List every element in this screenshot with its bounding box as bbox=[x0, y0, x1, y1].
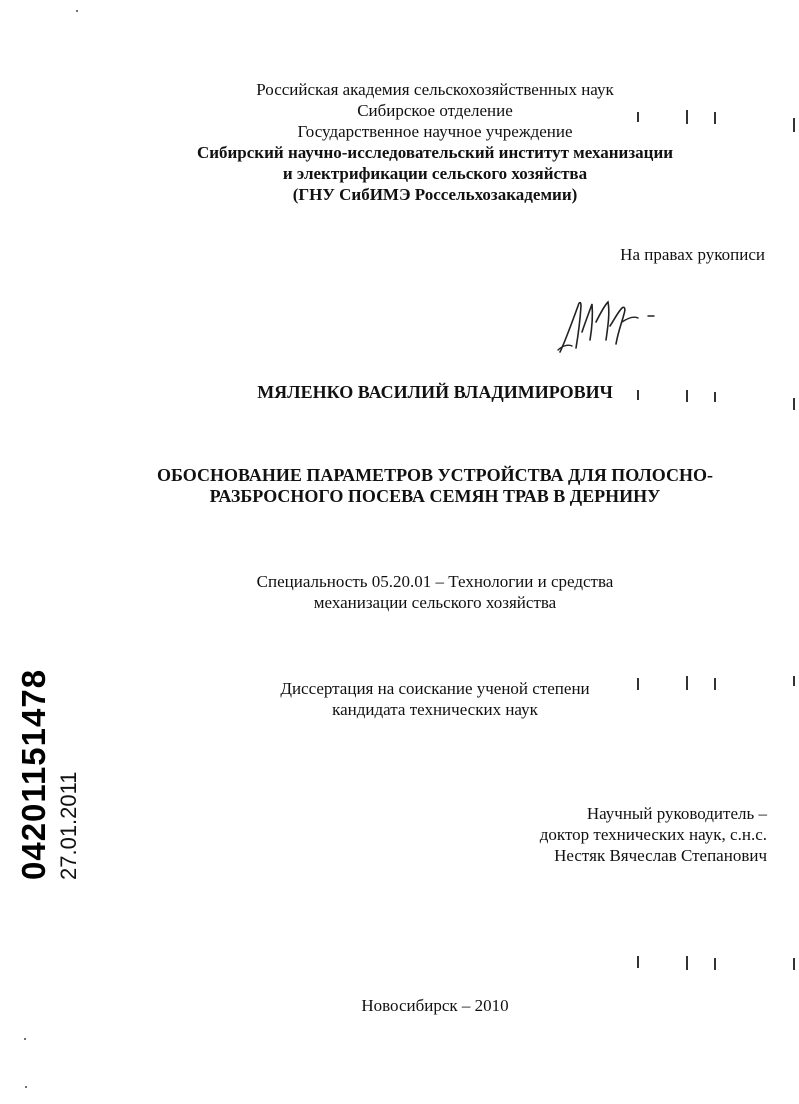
supervisor-name: Нестяк Вячеслав Степанович bbox=[554, 846, 767, 865]
supervisor-degree: доктор технических наук, с.н.с. bbox=[539, 825, 767, 844]
scan-mark bbox=[793, 958, 795, 970]
scan-mark bbox=[793, 398, 795, 410]
institute-name-line1: Сибирский научно-исследовательский институт механизации bbox=[196, 143, 674, 162]
city-year: Новосибирск – 2010 bbox=[361, 996, 509, 1015]
institute-name-line2: и электрификации сельского хозяйства bbox=[282, 164, 588, 183]
degree-line1: Диссертация на соискание ученой степени bbox=[280, 679, 590, 698]
specialty-line2: механизации сельского хозяйства bbox=[313, 593, 557, 612]
degree-line2: кандидата технических наук bbox=[332, 700, 538, 719]
scan-mark bbox=[714, 112, 716, 124]
scan-mark bbox=[686, 110, 688, 124]
scan-mark bbox=[714, 678, 716, 690]
supervisor-role: Научный руководитель – bbox=[586, 804, 767, 823]
scan-mark bbox=[793, 118, 795, 132]
scan-speck bbox=[76, 10, 78, 12]
branch-name: Сибирское отделение bbox=[357, 101, 513, 120]
title-line1: ОБОСНОВАНИЕ ПАРАМЕТРОВ УСТРОЙСТВА ДЛЯ ПОЛОСНО- bbox=[157, 465, 713, 485]
institute-abbreviation: (ГНУ СибИМЭ Россельхозакадемии) bbox=[292, 185, 578, 204]
dissertation-title bbox=[100, 465, 770, 507]
author-name: МЯЛЕНКО ВАСИЛИЙ ВЛАДИМИРОВИЧ bbox=[257, 382, 613, 402]
scan-mark bbox=[714, 958, 716, 970]
scan-speck bbox=[25, 1086, 27, 1088]
manuscript-rights: На правах рукописи bbox=[620, 245, 765, 264]
scan-mark bbox=[686, 676, 688, 690]
scan-mark bbox=[686, 390, 688, 402]
specialty-line1: Специальность 05.20.01 – Технологии и средства bbox=[256, 572, 614, 591]
specialty-block bbox=[100, 571, 770, 613]
scan-mark bbox=[793, 676, 795, 686]
supervisor-block bbox=[420, 803, 767, 866]
library-stamp bbox=[16, 648, 86, 880]
scan-mark bbox=[686, 956, 688, 970]
scan-speck bbox=[24, 1038, 26, 1040]
affiliation-block bbox=[100, 79, 770, 205]
stamp-number: 04201151478 bbox=[15, 668, 52, 880]
scan-mark bbox=[714, 392, 716, 402]
stamp-date: 27.01.2011 bbox=[56, 771, 81, 880]
institution-type: Государственное научное учреждение bbox=[297, 122, 573, 141]
degree-block bbox=[100, 678, 770, 720]
scan-mark bbox=[637, 678, 639, 690]
academy-name: Российская академия сельскохозяйственных наук bbox=[256, 80, 614, 99]
scan-mark bbox=[637, 956, 639, 968]
scan-mark bbox=[637, 390, 639, 400]
title-line2: РАЗБРОСНОГО ПОСЕВА СЕМЯН ТРАВ В ДЕРНИНУ bbox=[209, 486, 661, 506]
handwritten-signature bbox=[552, 292, 662, 356]
scan-mark bbox=[637, 112, 639, 122]
